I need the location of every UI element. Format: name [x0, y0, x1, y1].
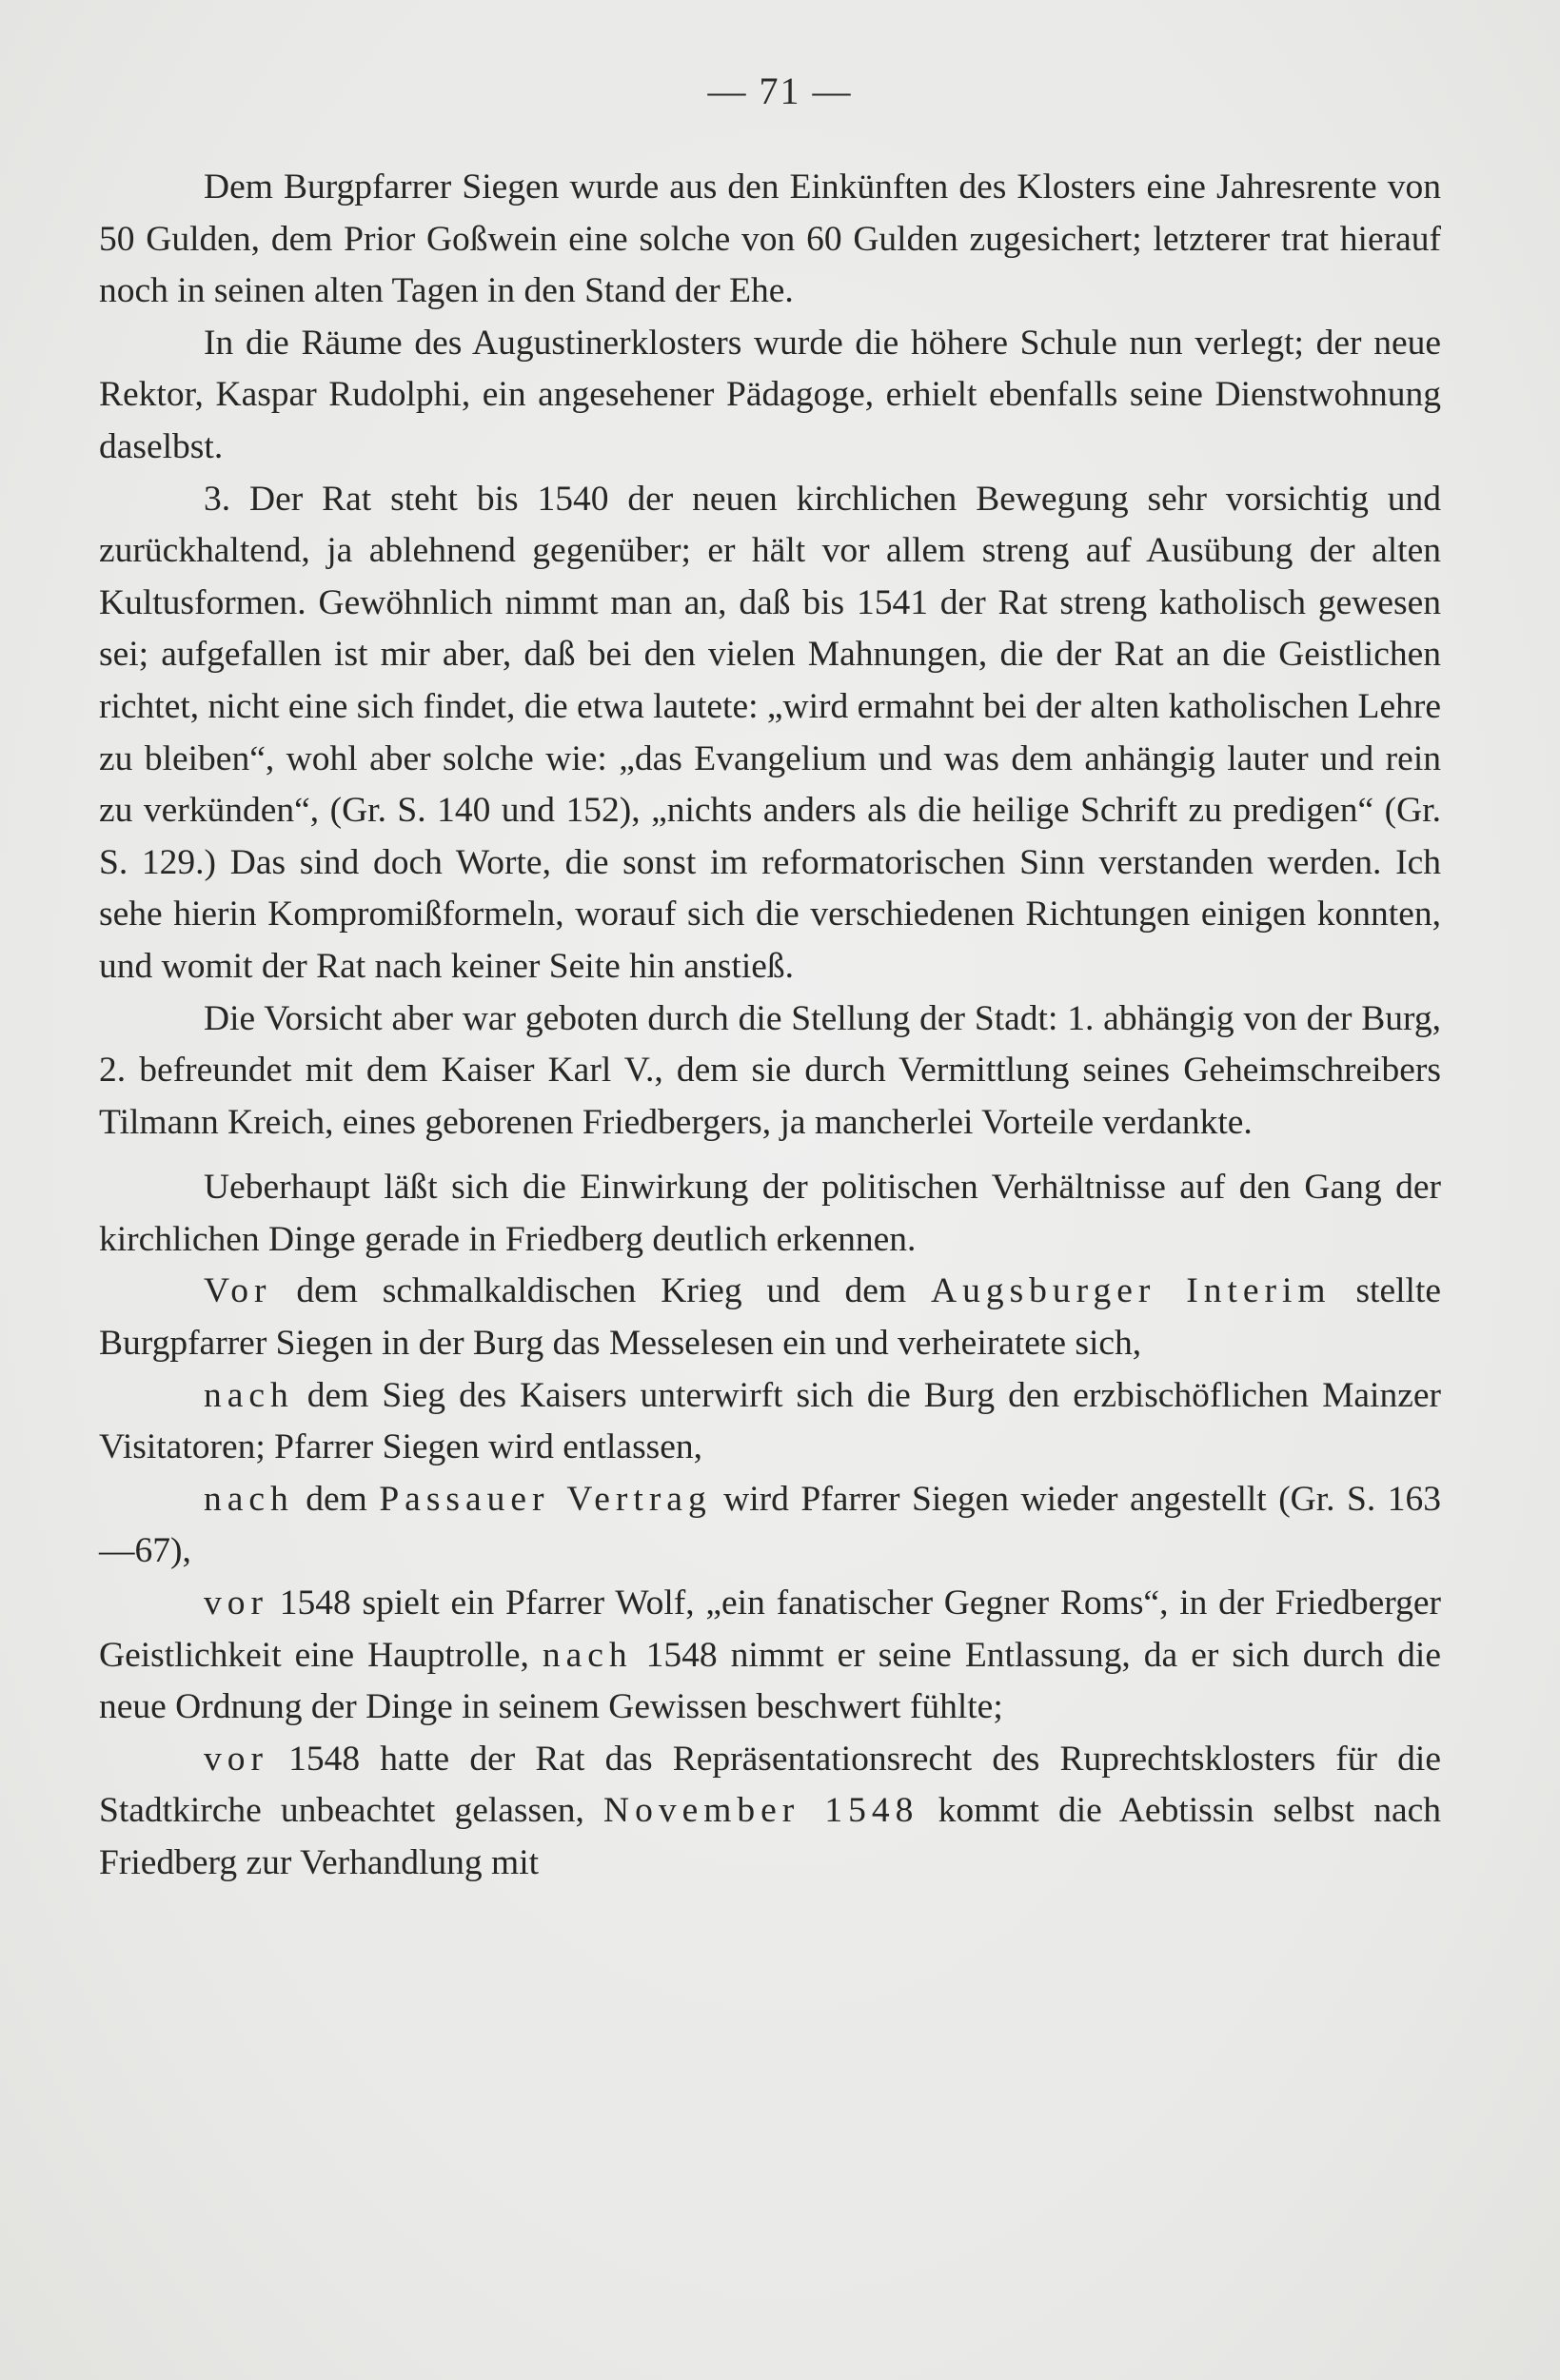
paragraph: [99, 162, 1441, 318]
spaced-emphasis: Augsburger Interim: [930, 1271, 1332, 1311]
text-run: stellte Burgpfarrer Siegen in der Burg das Messelesen ein und verheiratete sich,: [99, 1271, 1442, 1364]
paragraph: [99, 1266, 1441, 1369]
page-number: — 71 —: [707, 69, 853, 112]
spaced-emphasis: Passauer Vertrag: [379, 1479, 712, 1519]
text-run: dem schmalkaldischen Krieg und dem: [271, 1271, 931, 1311]
spaced-emphasis: Vor: [204, 1271, 272, 1311]
text-run: 1548 nimmt er seine Entlassung, da er sich durch die neue Ordnung der Dinge in seinem Gewissen beschwert fühlte;: [99, 1635, 1441, 1727]
paragraph: [99, 1734, 1441, 1890]
text-run: Die Vorsicht aber war geboten durch die Stellung der Stadt: 1. abhängig von der Burg, 2. befreundet mit dem Kaiser Karl V., dem sie durch Vermittlung seines Geheimschreibers Tilmann Kreich, eines geborenen Friedbergers, ja mancherlei Vorteile verdankte.: [99, 998, 1441, 1142]
text-run: Ueberhaupt läßt sich die Einwirkung der politischen Verhältnisse auf den Gang der kirchlichen Dinge gerade in Friedberg deutlich erkennen.: [99, 1168, 1441, 1259]
body-text: [99, 162, 1441, 1890]
spaced-emphasis: nach: [542, 1635, 633, 1675]
text-run: dem: [293, 1479, 380, 1519]
paragraph: [99, 993, 1441, 1150]
paragraph: [99, 1162, 1441, 1266]
text-run: Dem Burgpfarrer Siegen wurde aus den Einkünften des Klosters eine Jahresrente von 50 Gulden, dem Prior Goßwein eine solche von 60 Gulden zugesichert; letzterer trat hierauf noch in seinen alten Tagen in den Stand der Ehe.: [99, 167, 1441, 311]
spaced-emphasis: nach: [204, 1375, 294, 1415]
text-run: 3. Der Rat steht bis 1540 der neuen kirchlichen Bewegung sehr vorsichtig und zurückhaltend, ja ablehnend gegenüber; er hält vor allem streng auf Ausübung der alten Kultusformen. Gewöhnlich nimmt man an, daß bis 1541 der Rat streng katholisch gewesen sei; aufgefallen ist mir aber, daß bei den vielen Mahnungen, die der Rat an die Geistlichen richtet, nicht eine sich findet, die etwa lautete: „wird ermahnt bei der alten katholischen Lehre zu bleiben“, wohl aber solche wie: „das Evangelium und was dem anhängig lauter und rein zu verkünden“, (Gr. S. 140 und 152), „nichts anders als die heilige Schrift zu predigen“ (Gr. S. 129.) Das sind doch Worte, die sonst im reformatorischen Sinn verstanden werden. Ich sehe hierin Kompromißformeln, worauf sich die verschiedenen Richtungen einigen konnten, und womit der Rat nach keiner Seite hin anstieß.: [99, 479, 1441, 986]
text-run: 1548 hatte der Rat das Repräsentationsrecht des Ruprechtsklosters für die Stadtkirche unbeachtet gelassen,: [99, 1739, 1441, 1831]
paragraph: [99, 474, 1441, 993]
paragraph: [99, 1578, 1441, 1734]
spaced-emphasis: vor: [204, 1739, 268, 1779]
spaced-emphasis: vor: [204, 1583, 268, 1623]
text-run: In die Räume des Augustinerklosters wurde die höhere Schule nun verlegt; der neue Rektor, Kaspar Rudolphi, ein angesehener Pädagoge, erhielt ebenfalls seine Dienstwohnung daselbst.: [99, 323, 1441, 466]
paragraph: [99, 1370, 1441, 1474]
text-run: dem Sieg des Kaisers unterwirft sich die Burg den erzbischöflichen Mainzer Visitatoren; Pfarrer Siegen wird entlassen,: [99, 1375, 1441, 1467]
paragraph: [99, 1474, 1441, 1578]
spaced-emphasis: November 1548: [603, 1791, 919, 1831]
text-run: 1548 spielt ein Pfarrer Wolf, „ein fanatischer Gegner Roms“, in der Friedberger Geistlichkeit eine Hauptrolle,: [99, 1583, 1441, 1675]
text-run: kommt die Aebtissin selbst nach Friedberg zur Verhandlung mit: [99, 1791, 1441, 1882]
paragraph: [99, 318, 1441, 474]
text-run: wird Pfarrer Siegen wieder angestellt (Gr. S. 163—67),: [99, 1479, 1441, 1571]
spaced-emphasis: nach: [204, 1479, 294, 1519]
